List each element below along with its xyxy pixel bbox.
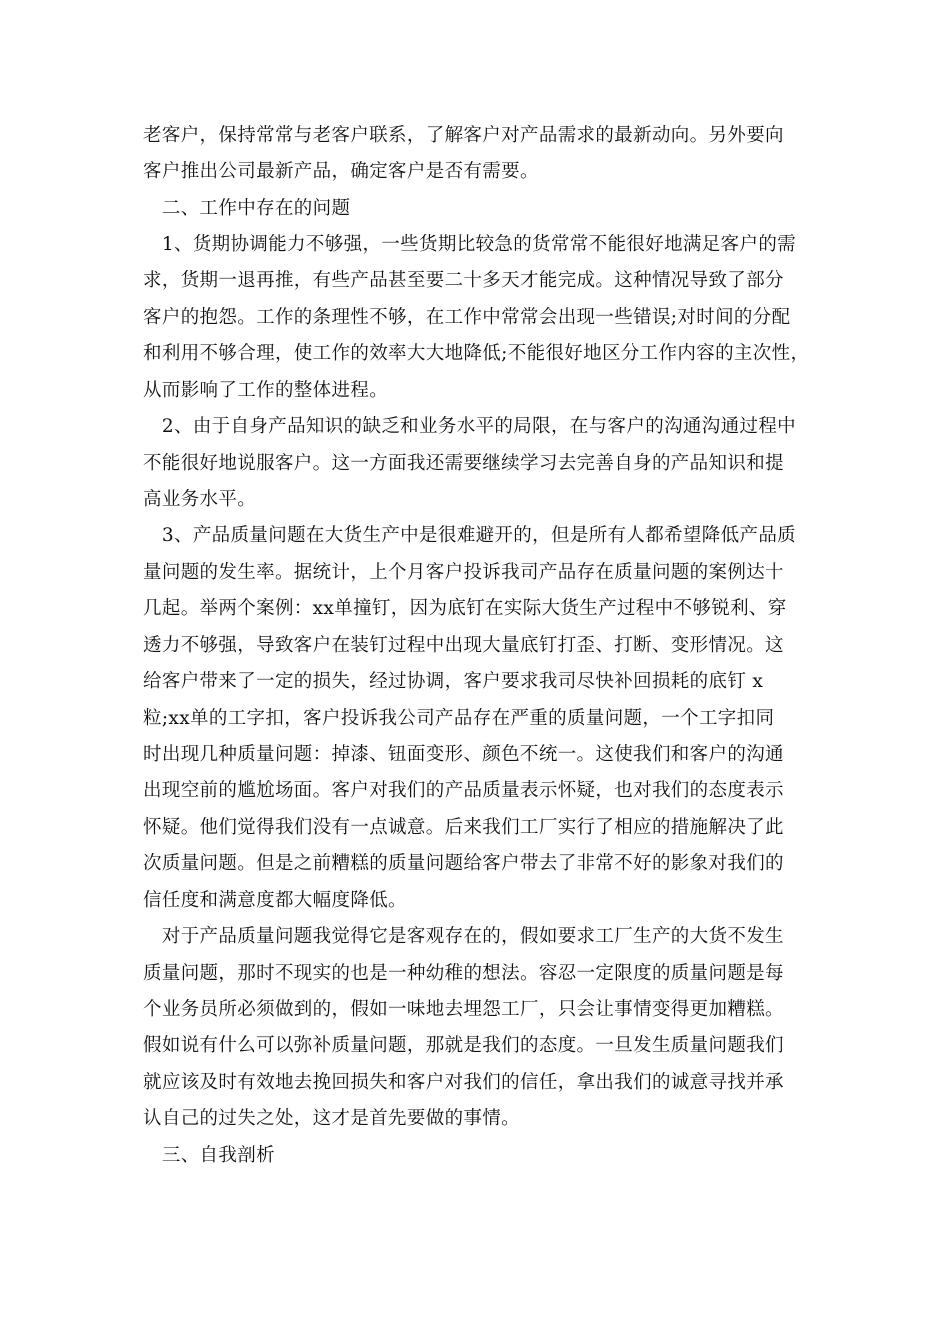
text-line-26: 假如说有什么可以弥补质量问题，那就是我们的态度。一旦发生质量问题我们 xyxy=(143,1035,784,1056)
text-line-25: 个业务员所必须做到的，假如一味地去埋怨工厂，只会让事情变得更加糟糕。 xyxy=(143,999,784,1020)
text-line-27: 就应该及时有效地去挽回损失和客户对我们的信任，拿出我们的诚意寻找并承 xyxy=(143,1072,784,1093)
text-line-23: 对于产品质量问题我觉得它是客观存在的，假如要求工厂生产的大货不发生 xyxy=(143,926,784,947)
text-line-15: 透力不够强，导致客户在装钉过程中出现大量底钉打歪、打断、变形情况。这 xyxy=(143,635,784,656)
text-line-8: 从而影响了工作的整体进程。 xyxy=(143,380,389,401)
text-line-19: 出现空前的尴尬场面。客户对我们的产品质量表示怀疑，也对我们的态度表示 xyxy=(143,780,784,801)
text-line-11: 高业务水平。 xyxy=(143,489,257,510)
text-line-28: 认自己的过失之处，这才是首先要做的事情。 xyxy=(143,1108,521,1129)
text-line-10: 不能很好地说服客户。这一方面我还需要继续学习去完善自身的产品知识和提 xyxy=(143,453,784,474)
text-line-14: 几起。举两个案例：xx单撞钉，因为底钉在实际大货生产过程中不够锐利、穿 xyxy=(143,598,787,619)
text-line-16: 给客户带来了一定的损失，经过协调，客户要求我司尽快补回损耗的底钉 x xyxy=(143,671,764,692)
text-line-12: 3、产品质量问题在大货生产中是很难避开的，但是所有人都希望降低产品质 xyxy=(143,525,797,546)
section-heading-self-analysis: 三、自我剖析 xyxy=(143,1145,275,1166)
text-line-5: 求，货期一退再推，有些产品甚至要二十多天才能完成。这种情况导致了部分 xyxy=(143,270,784,291)
text-line-2: 客户推出公司最新产品，确定客户是否有需要。 xyxy=(143,161,539,182)
text-line-7: 和利用不够合理，使工作的效率大大地降低;不能很好地区分工作内容的主次性， xyxy=(143,343,810,364)
section-heading-problems: 二、工作中存在的问题 xyxy=(143,198,351,219)
text-line-1: 老客户，保持常常与老客户联系，了解客户对产品需求的最新动向。另外要向 xyxy=(143,125,784,146)
text-line-9: 2、由于自身产品知识的缺乏和业务水平的局限，在与客户的沟通沟通过程中 xyxy=(143,416,797,437)
text-line-21: 次质量问题。但是之前糟糕的质量问题给客户带去了非常不好的影象对我们的 xyxy=(143,853,784,874)
text-line-20: 怀疑。他们觉得我们没有一点诚意。后来我们工厂实行了相应的措施解决了此 xyxy=(143,817,784,838)
text-line-17: 粒;xx单的工字扣，客户投诉我公司产品存在严重的质量问题，一个工字扣同 xyxy=(143,708,775,729)
text-line-24: 质量问题，那时不现实的也是一种幼稚的想法。容忍一定限度的质量问题是每 xyxy=(143,963,784,984)
text-line-13: 量问题的发生率。据统计，上个月客户投诉我司产品存在质量问题的案例达十 xyxy=(143,562,784,583)
text-line-22: 信任度和满意度都大幅度降低。 xyxy=(143,890,407,911)
text-line-18: 时出现几种质量问题：掉漆、钮面变形、颜色不统一。这使我们和客户的沟通 xyxy=(143,744,784,765)
text-line-6: 客户的抱怨。工作的条理性不够，在工作中常常会出现一些错误;对时间的分配 xyxy=(143,307,791,328)
text-line-4: 1、货期协调能力不够强，一些货期比较急的货常常不能很好地满足客户的需 xyxy=(143,234,797,255)
